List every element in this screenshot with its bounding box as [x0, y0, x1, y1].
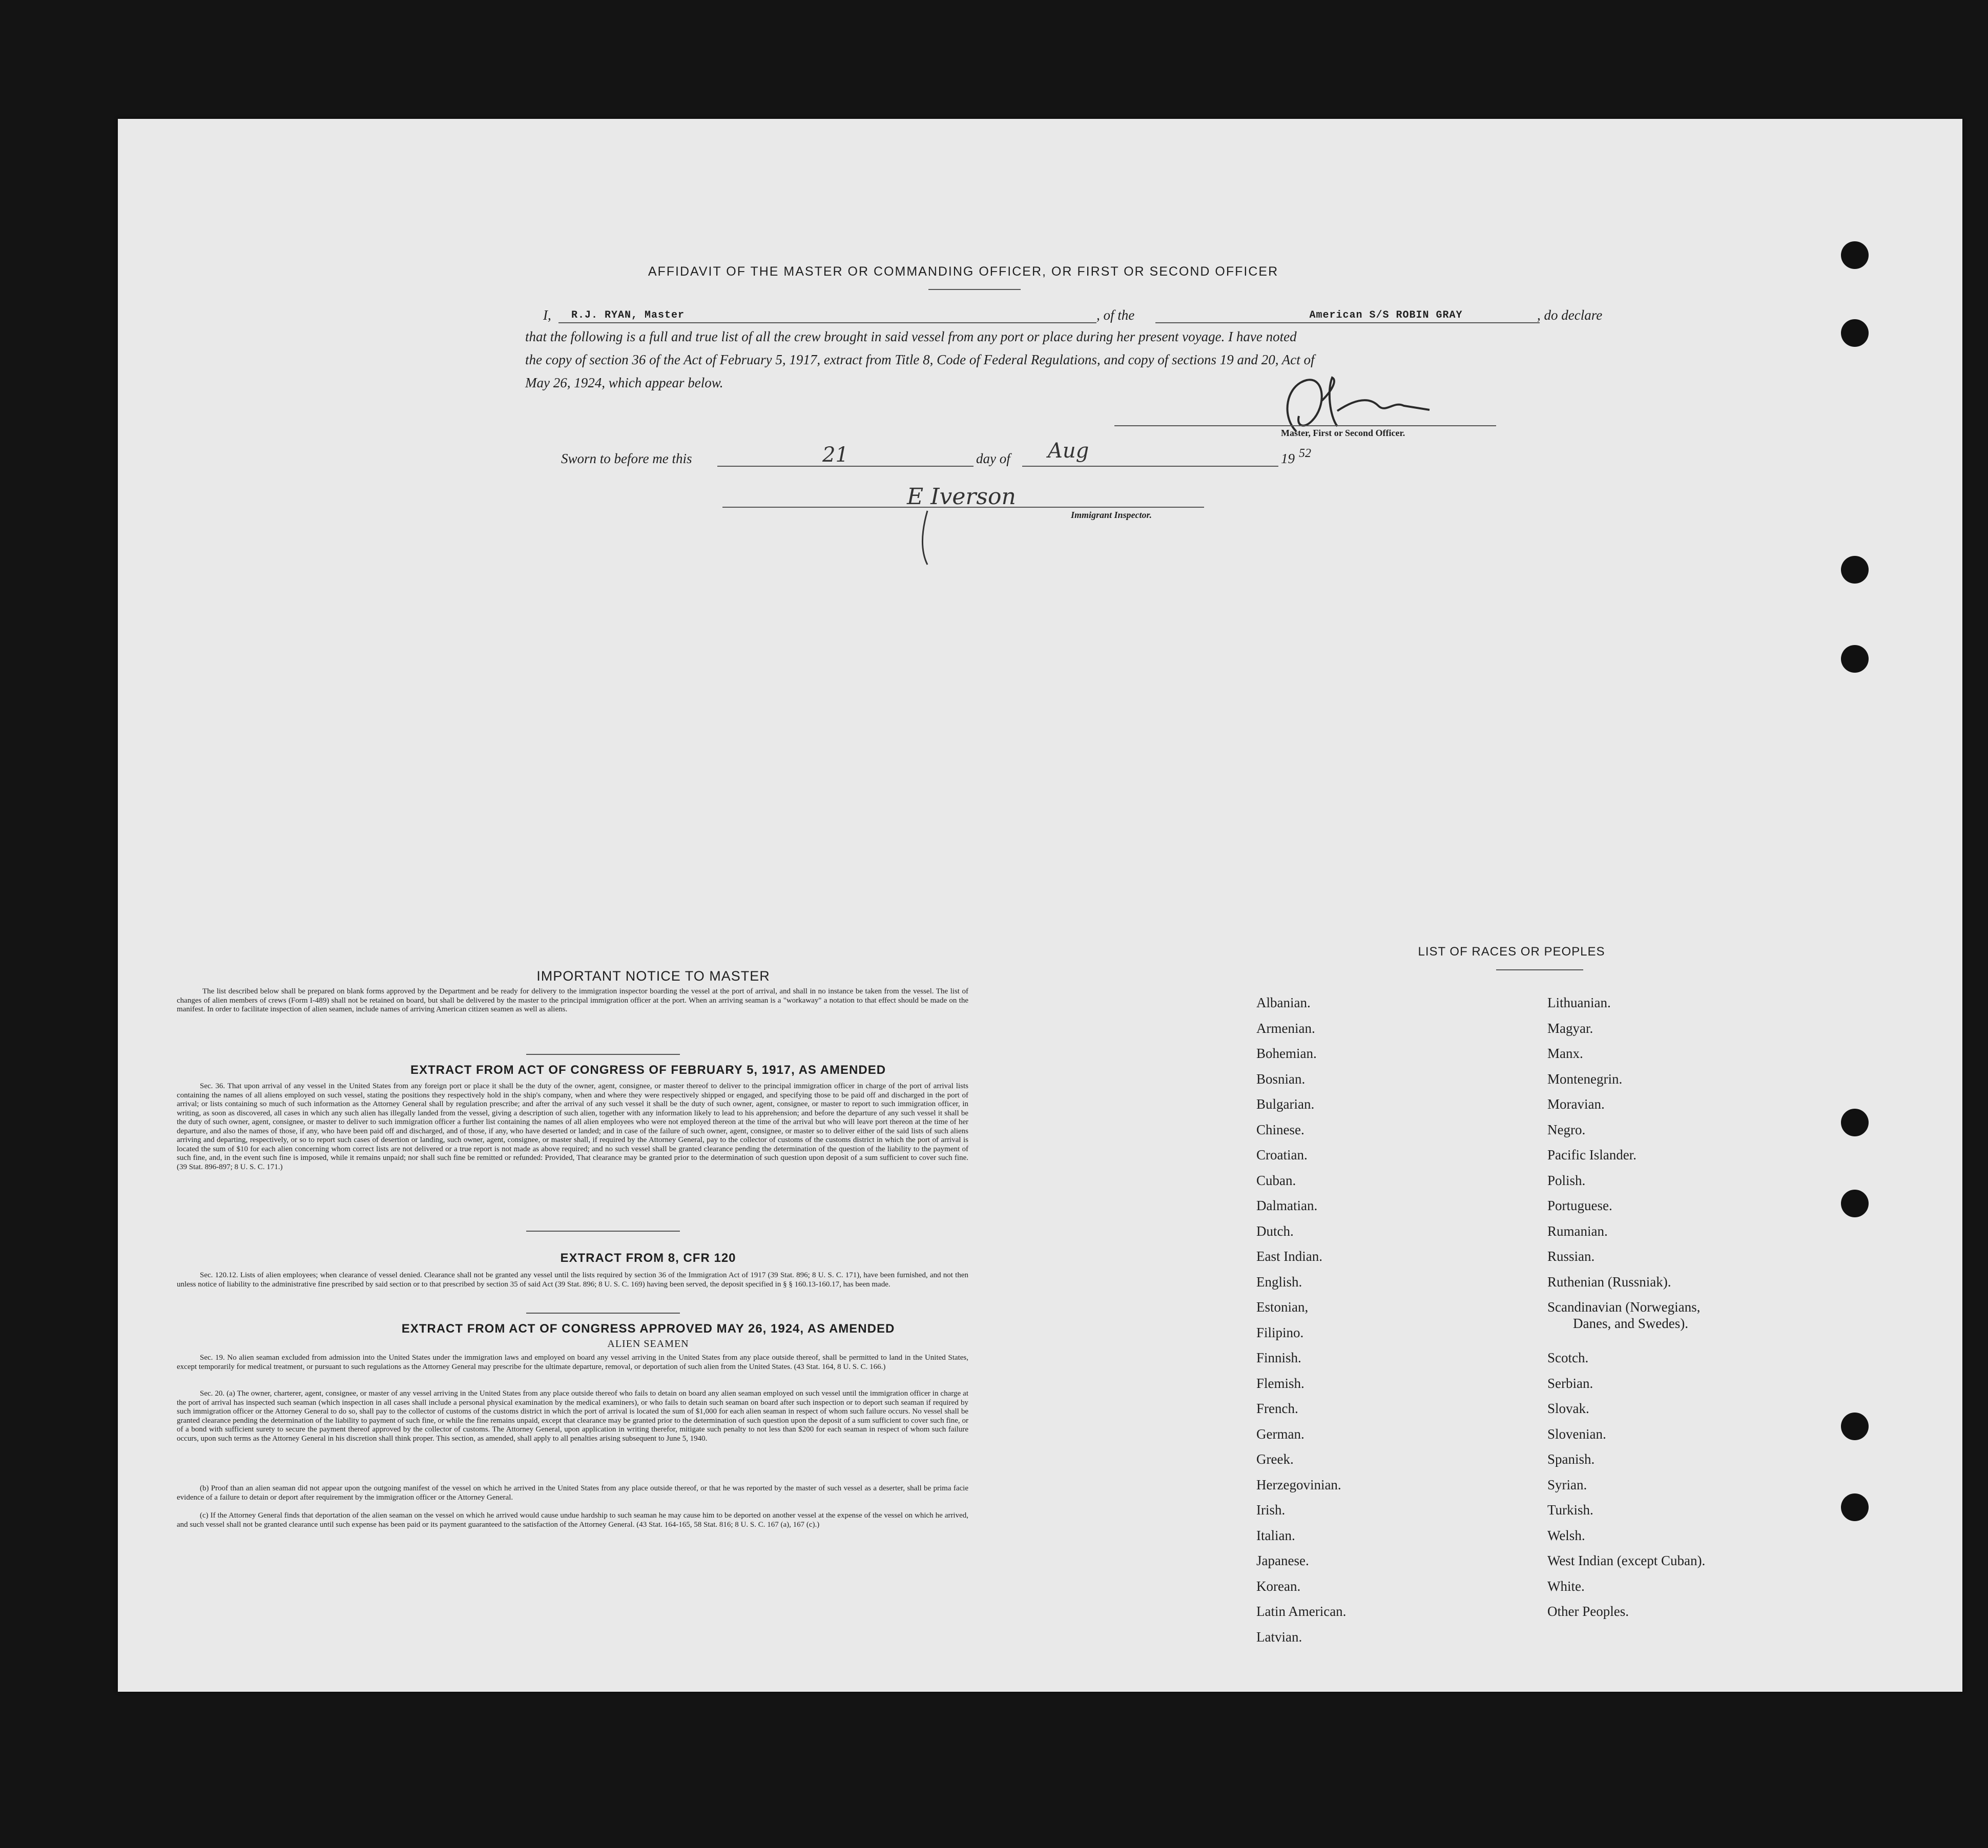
race-item: Russian. [1547, 1249, 1595, 1264]
race-item: Lithuanian. [1547, 995, 1611, 1010]
race-item: French. [1256, 1401, 1298, 1416]
affidavit-line-3: May 26, 1924, which appear below. [525, 375, 723, 390]
race-item: Korean. [1256, 1578, 1301, 1594]
race-item: Scandinavian (Norwegians, [1547, 1299, 1701, 1315]
race-item: Dalmatian. [1256, 1198, 1318, 1213]
binder-hole [1841, 556, 1869, 584]
binder-hole [1841, 1190, 1869, 1217]
race-item: Irish. [1256, 1502, 1286, 1518]
extract-cfr-divider [526, 1313, 680, 1314]
race-item: Ruthenian (Russniak). [1547, 1274, 1671, 1290]
vessel-name-line [1155, 322, 1540, 323]
race-item: Latvian. [1256, 1629, 1302, 1645]
race-item: Rumanian. [1547, 1223, 1608, 1239]
binder-hole [1841, 241, 1869, 269]
sec20a-text: Sec. 20. (a) The owner, charterer, agent, consignee, or master of any vessel arriving in the United States from any place outside thereof who fails to detain on board any alien seaman employed on such vessel until the immigration officer in charge at the port of arrival has inspected such seaman (which inspection in all cases shall include a personal physical examination by the medical examiners), or who fails to detain such seaman on board after such inspection or to deport such seaman if required by such immigration officer or the Attorney General to do so, shall pay to the collector of customs of the customs district in which the port of arrival is located the sum of $1,000 for each alien seaman in respect of whom such failure occurs. No vessel shall be granted clearance pending the determination of the liability to payment of such fine, or while the fine remains unpaid, except that clearance may be granted prior to the determination of such question upon the deposit of a sum sufficient to cover such fine, or of a bond with sufficient surety to secure the payment thereof approved by the collector of customs. The Attorney General, upon application in writing therefor, mitigate such penalty to not less than $200 for each seaman in respect of whom such failure occurs, upon such terms as the Attorney General in his discretion shall think proper. This section, as amended, shall apply to all penalties arising subsequent to June 5, 1940. [177, 1389, 968, 1443]
race-item: Croatian. [1256, 1147, 1308, 1162]
binder-hole [1841, 319, 1869, 347]
signature-caption: Master, First or Second Officer. [1281, 428, 1405, 438]
race-item: Syrian. [1547, 1477, 1587, 1492]
declare-label: , do declare [1537, 307, 1603, 323]
race-item: Manx. [1547, 1046, 1583, 1061]
month-line [1022, 466, 1278, 467]
race-item: Magyar. [1547, 1020, 1593, 1036]
race-item: Finnish. [1256, 1350, 1301, 1365]
binder-hole [1841, 1109, 1869, 1136]
race-item: Bosnian. [1256, 1071, 1306, 1087]
race-item: West Indian (except Cuban). [1547, 1553, 1706, 1568]
sworn-label: Sworn to before me this [561, 451, 692, 466]
race-item: Bohemian. [1256, 1046, 1317, 1061]
race-item: Latin American. [1256, 1604, 1347, 1619]
affidavit-title: AFFIDAVIT OF THE MASTER OR COMMANDING OFFICER, OR FIRST OR SECOND OFFICER [648, 264, 1279, 279]
master-name: R.J. RYAN, Master [571, 309, 685, 321]
race-item: Other Peoples. [1547, 1604, 1629, 1619]
race-item: Cuban. [1256, 1172, 1296, 1188]
binder-hole [1841, 1493, 1869, 1521]
binder-hole [1841, 1413, 1869, 1440]
race-item: Scotch. [1547, 1350, 1589, 1365]
race-item: Montenegrin. [1547, 1071, 1623, 1087]
race-item: White. [1547, 1578, 1585, 1594]
race-item: Armenian. [1256, 1020, 1315, 1036]
master-name-line [558, 322, 1096, 323]
race-item: East Indian. [1256, 1249, 1322, 1264]
race-item: Pacific Islander. [1547, 1147, 1637, 1162]
races-divider [1496, 969, 1583, 970]
extract-cfr-text: Sec. 120.12. Lists of alien employees; when clearance of vessel denied. Clearance shall not be granted any vessel until the lists required by section 36 of the Immigration Act of 1917 (39 Stat. 896; 8 U. S. C. 171), have been furnished, and not then unless notice of liability to the administrative fine prescribed by said section or to that prescribed by section 35 of said Act (39 Stat. 896; 8 U. S. C. 169) having been served, the deposit specified in § § 160.13-160.17, has been made. [177, 1271, 968, 1289]
extract-1917-title: EXTRACT FROM ACT OF CONGRESS OF FEBRUARY 5, 1917, AS AMENDED [410, 1063, 886, 1077]
race-item: Filipino. [1256, 1324, 1304, 1340]
master-signature-line [1114, 425, 1496, 426]
race-item: Turkish. [1547, 1502, 1593, 1518]
inspector-signature: E Iverson [907, 484, 1016, 510]
extract-1917-divider [526, 1231, 680, 1232]
race-item: Japanese. [1256, 1553, 1309, 1568]
race-item: Flemish. [1256, 1375, 1304, 1391]
race-item: Estonian, [1256, 1299, 1309, 1315]
race-item: Chinese. [1256, 1122, 1304, 1137]
year-prefix: 19 [1281, 451, 1295, 466]
document-page [118, 119, 1962, 1692]
race-item: Welsh. [1547, 1527, 1585, 1543]
race-item: Albanian. [1256, 995, 1311, 1010]
extract-cfr-title: EXTRACT FROM 8, CFR 120 [560, 1251, 736, 1265]
race-item: Polish. [1547, 1172, 1586, 1188]
title-divider [928, 289, 1021, 290]
extract-1917-text: Sec. 36. That upon arrival of any vessel in the United States from any foreign port or place it shall be the duty of the owner, agent, consignee, or master thereof to deliver to the principal immigration officer in charge of the port of arrival lists containing the names of all aliens employed on such vessel, stating the positions they respectively hold in the ship's company, when and where they were respectively shipped or engaged, and specifying those to be paid off and discharged in the port of arrival; or lists containing so much of such information as the Attorney General shall by regulation prescribe; and after the arrival of any such vessel it shall be the duty of such owner, agent, consignee, or master to report to such immigration officer, in writing, as soon as discovered, all cases in which any such alien has illegally landed from the vessel, giving a description of such alien, together with any information likely to lead to his apprehension; and before the departure of any such vessel it shall be the duty of such owner, agent, consignee, or master to deliver to such immigration officer a further list containing the names of all alien employees who were not employed thereon at the time of the arrival but who will leave port thereon at the time of her departure, and also the names of those, if any, who have been paid off and discharged, and of those, if any, who have deserted or landed; and in case of the failure of such owner, agent, consignee, or master so to deliver either of the said lists of such aliens arriving and departing, respectively, or so to report such cases of desertion or landing, such owner, agent, consignee, or master shall, if required by the Attorney General, pay to the collector of customs of the customs district in which the port of arrival is located the sum of $10 for each alien concerning whom correct lists are not delivered or a true report is not made as above required; and no such vessel shall be granted clearance pending the determination of the question of the liability to the payment of such fine, and, in the event such fine is imposed, while it remains unpaid; nor shall such fine be remitted or refunded: Provided, That clearance may be granted prior to the determination of such question upon deposit of a sum sufficient to cover such fine. (39 Stat. 896-897; 8 U. S. C. 171.) [177, 1082, 968, 1171]
sworn-month: Aug [1048, 439, 1089, 463]
extract-1924-subtitle: ALIEN SEAMEN [607, 1338, 689, 1349]
race-item: Bulgarian. [1256, 1096, 1315, 1112]
race-item: Negro. [1547, 1122, 1586, 1137]
race-item: Moravian. [1547, 1096, 1605, 1112]
race-item: Herzegovinian. [1256, 1477, 1341, 1492]
race-item: Slovenian. [1547, 1426, 1606, 1442]
sec19-text: Sec. 19. No alien seaman excluded from admission into the United States under the immigration laws and employed on board any vessel arriving in the United States from any place outside thereof, shall be permitted to land in the United States, except temporarily for medical treatment, or pursuant to such regulations as the Attorney General may prescribe for the ultimate departure, removal, or deportation of such alien from the United States. (43 Stat. 164, 8 U. S. C. 166.) [177, 1354, 968, 1371]
affidavit-line-2: the copy of section 36 of the Act of February 5, 1917, extract from Title 8, Code of Federal Regulations, and copy of sections 19 and 20, Act of [525, 352, 1315, 367]
race-item: Dutch. [1256, 1223, 1294, 1239]
race-item: Italian. [1256, 1527, 1295, 1543]
notice-text: The list described below shall be prepared on blank forms approved by the Department and be ready for delivery to the immigration inspector boarding the vessel at the port of arrival, and shall in no instance be taken from the vessel. The list of changes of alien members of crews (Form I-489) shall not be retained on board, but shall be delivered by the master to the principal immigration officer at the port. When an arriving seaman is a "workaway" a notation to that effect should be made on the manifest. In order to facilitate inspection of alien seamen, include names of arriving American citizen seamen as well as aliens. [177, 987, 968, 1013]
day-of-label: day of [976, 451, 1010, 466]
sec20c-text: (c) If the Attorney General finds that deportation of the alien seaman on the vessel on which he arrived would cause undue hardship to such seaman he may cause him to be deported on another vessel at the expense of the vessel on which he arrived, and such vessel shall not be granted clearance until such expense has been paid or its payment guaranteed to the satisfaction of the Attorney General. (43 Stat. 164-165, 58 Stat. 816; 8 U. S. C. 167 (a), 167 (c).) [177, 1511, 968, 1529]
race-item: English. [1256, 1274, 1302, 1290]
race-item: Serbian. [1547, 1375, 1593, 1391]
notice-title: IMPORTANT NOTICE TO MASTER [536, 968, 770, 984]
race-item: Danes, and Swedes). [1573, 1316, 1688, 1331]
binder-hole [1841, 645, 1869, 673]
race-item: Portuguese. [1547, 1198, 1612, 1213]
inspector-signature-flourish [917, 508, 979, 570]
inspector-caption: Immigrant Inspector. [1071, 510, 1152, 520]
extract-1924-title: EXTRACT FROM ACT OF CONGRESS APPROVED MAY 26, 1924, AS AMENDED [401, 1322, 895, 1336]
races-title: LIST OF RACES OR PEOPLES [1418, 945, 1605, 959]
races-right-column [1547, 995, 1705, 1629]
race-item: Greek. [1256, 1451, 1294, 1467]
sec20b-text: (b) Proof than an alien seaman did not appear upon the outgoing manifest of the vessel on which he arrived in the United States from any place outside thereof, or that he was reported by the master of such vessel as a deserter, shall be prima facie evidence of a failure to detain or deport after requirement by the immigration officer or the Attorney General. [177, 1484, 968, 1502]
affidavit-line-1: that the following is a full and true list of all the crew brought in said vessel from any port or place during her present voyage. I have noted [525, 329, 1297, 344]
affidavit-i-label: I, [543, 307, 551, 323]
vessel-name: American S/S ROBIN GRAY [1309, 309, 1463, 321]
races-left-column [1256, 995, 1346, 1654]
race-item: Spanish. [1547, 1451, 1595, 1467]
of-the-label: , of the [1096, 307, 1135, 323]
notice-divider [526, 1054, 680, 1055]
sworn-day: 21 [822, 443, 848, 467]
race-item: German. [1256, 1426, 1304, 1442]
race-item: Slovak. [1547, 1401, 1589, 1416]
year-suffix: 52 [1299, 447, 1311, 460]
